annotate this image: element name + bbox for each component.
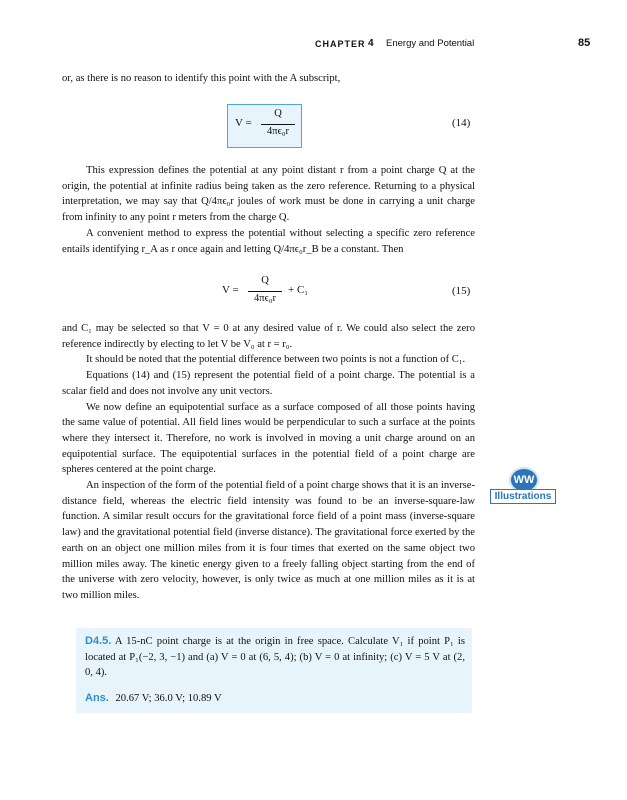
ww-logo-icon: WW: [509, 467, 539, 493]
eq15-label: (15): [452, 285, 471, 297]
drill-number: D4.5.: [85, 635, 112, 647]
chapter-title: Energy and Potential: [386, 38, 475, 49]
page-number: 85: [578, 37, 591, 49]
intro-line: or, as there is no reason to identify this point with the A subscript,: [62, 73, 341, 84]
paragraph-2: A convenient method to express the potential without selecting a specific zero reference entails identifying r_A as r once again and letting Q/4πϵ₀r_B be a constant. Then: [62, 227, 475, 255]
ww-illustrations-badge[interactable]: [490, 467, 556, 507]
answer-label: Ans.: [85, 692, 109, 704]
eq14-denominator: 4πϵ₀r: [267, 126, 289, 137]
eq15-lhs: V =: [222, 284, 239, 296]
drill-problem-box: [76, 628, 472, 713]
eq15-numerator: Q: [261, 275, 269, 286]
equation-15: [210, 272, 330, 312]
eq14-fraction-bar: [261, 124, 295, 125]
drill-text: A 15-nC point charge is at the origin in free space. Calculate V₁ if point P₁ is located at P₁(−2, 3, −1) and (a) V = 0 at (6, 5, 4); (b) V = 0 at infinity; (c) V = 5 V at (2, 0, 4).: [85, 636, 465, 679]
answer-text: 20.67 V; 36.0 V; 10.89 V: [115, 693, 222, 704]
body-paragraphs-a: [62, 163, 475, 257]
eq14-label: (14): [452, 117, 471, 129]
body-paragraphs-b: [62, 321, 475, 604]
eq14-numerator: Q: [274, 108, 282, 119]
paragraph-4: It should be noted that the potential difference between two points is not a function of C₁.: [86, 354, 466, 366]
paragraph-7: An inspection of the form of the potential field of a point charge shows that it is an inverse-distance field, whereas the electric field intensity was found to be an inverse-square-law function. A similar result occurs for the gravitational force field of a point mass (inverse-square law) and the gravitational potential field (inverse distance). The gravitational force exerted by the earth on an object one million miles from it is four times that exerted on the same object two million miles away. The kinetic energy given to a freely falling object starting from the end of the universe with zero velocity, however, is only twice as much at one million miles as it is at two million miles.: [62, 480, 475, 601]
drill-answer: [85, 691, 465, 707]
chapter-number: 4: [368, 38, 374, 49]
paragraph-3: and C₁ may be selected so that V = 0 at any desired value of r. We could also select the zero reference indirectly by electing to let V be V₀ at r = r₀.: [62, 323, 475, 350]
equation-14-box: [227, 104, 302, 148]
chapter-label: CHAPTER: [315, 39, 366, 49]
drill-problem-text-block: [85, 634, 465, 681]
illustrations-label: Illustrations: [490, 489, 556, 504]
running-header: [0, 37, 627, 53]
paragraph-5: Equations (14) and (15) represent the potential field of a point charge. The potential is a scalar field and does not involve any unit vectors.: [62, 370, 475, 397]
paragraph-1: This expression defines the potential at any point distant r from a point charge Q at the origin, the potential at infinite radius being taken as the zero reference. Returning to a physical interpretation, we may say that Q/4πϵ₀r joules of work must be done in carrying a unit charge from infinity to any point r meters from the charge Q.: [62, 165, 475, 224]
paragraph-6: We now define an equipotential surface as a surface composed of all those points having the same value of potential. All field lines would be perpendicular to such a surface at the points where they intersect it. Therefore, no work is involved in moving a unit charge around on an equipotential surface. The equipotential surfaces in the potential field of a point charge are spheres centered at the point charge.: [62, 401, 475, 476]
eq14-lhs: V =: [235, 117, 252, 129]
eq15-rhs: + C₁: [288, 284, 309, 296]
eq15-denominator: 4πϵ₀r: [254, 293, 276, 304]
eq15-fraction-bar: [248, 291, 282, 292]
